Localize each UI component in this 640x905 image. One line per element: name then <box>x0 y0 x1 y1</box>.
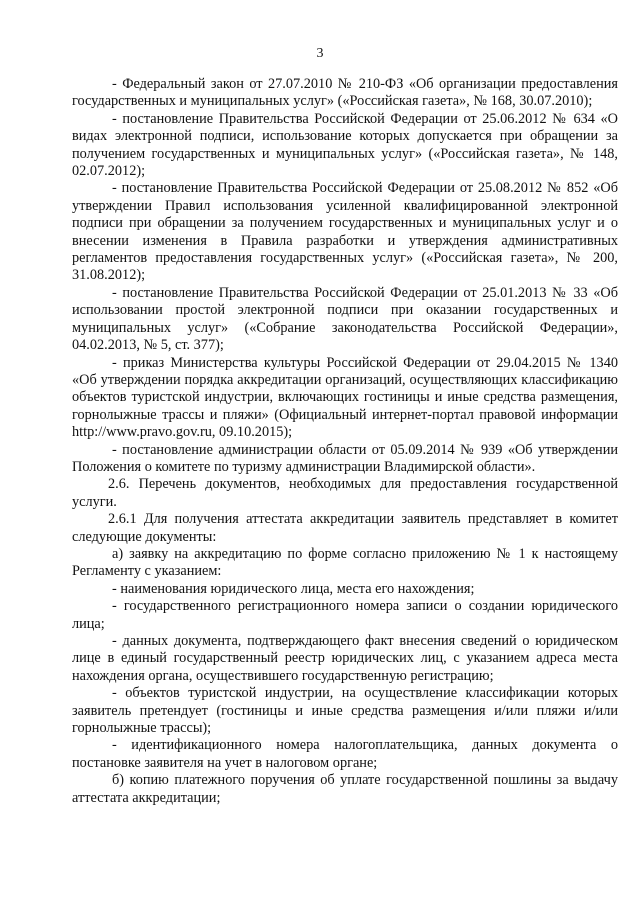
paragraph: а) заявку на аккредитацию по форме согласно приложению № 1 к настоящему Регламенту с указанием: <box>72 545 618 580</box>
paragraph: - Федеральный закон от 27.07.2010 № 210-ФЗ «Об организации предоставления государственных и муниципальных услуг» («Российская газета», № 168, 30.07.2010); <box>72 76 618 110</box>
section-heading: 2.6. Перечень документов, необходимых для предоставления государственной услуги. <box>72 476 618 510</box>
paragraph: - постановление Правительства Российской Федерации от 25.01.2013 № 33 «Об использовании простой электронной подписи при оказании государственных и муниципальных услуг» («Собрание законодательства Российской Федерации», 04.02.2013, № 5, ст. 377); <box>72 284 618 354</box>
page-number: 3 <box>316 46 324 61</box>
list-item: - идентификационного номера налогоплательщика, данных документа о постановке заявителя на учет в налоговом органе; <box>72 737 618 771</box>
document-body <box>72 76 618 807</box>
list-item: - наименования юридического лица, места его нахождения; <box>112 580 475 597</box>
paragraph: 2.6.1 Для получения аттестата аккредитации заявитель представляет в комитет следующие документы: <box>72 511 618 545</box>
paragraph: - приказ Министерства культуры Российской Федерации от 29.04.2015 № 1340 «Об утверждении порядка аккредитации организаций, осуществляющих классификацию объектов туристской индустрии, включающих гостиницы и иные средства размещения, горнолыжные трассы и пляжи» (Официальный интернет-портал правовой информации http://www.pravo.gov.ru, 09.10.2015); <box>72 354 618 441</box>
paragraph: - постановление администрации области от 05.09.2014 № 939 «Об утверждении Положения о комитете по туризму администрации Владимирской области». <box>72 441 618 475</box>
list-item: - государственного регистрационного номера записи о создании юридического лица; <box>72 598 618 632</box>
paragraph: - постановление Правительства Российской Федерации от 25.06.2012 № 634 «О видах электронной подписи, использование которых допускается при обращении за получением государственных и муниципальных услуг» («Российская газета», № 148, 02.07.2012); <box>72 110 618 180</box>
paragraph: б) копию платежного поручения об уплате государственной пошлины за выдачу аттестата аккредитации; <box>72 772 618 806</box>
list-item: - объектов туристской индустрии, на осуществление классификации которых заявитель претендует (гостиницы и иные средства размещения и/или пляжи и/или горнолыжные трассы); <box>72 685 618 737</box>
paragraph: - постановление Правительства Российской Федерации от 25.08.2012 № 852 «Об утверждении Правил использования усиленной квалифицированной электронной подписи при обращении за получением государственных и муниципальных услуг и о внесении изменения в Правила разработки и утверждения административных регламентов предоставления государственных услуг» («Российская газета», № 200, 31.08.2012); <box>72 180 618 284</box>
list-item: - данных документа, подтверждающего факт внесения сведений о юридическом лице в единый государственный реестр юридических лиц, с указанием адреса места нахождения органа, осуществившего государственную регистрацию; <box>72 633 618 684</box>
